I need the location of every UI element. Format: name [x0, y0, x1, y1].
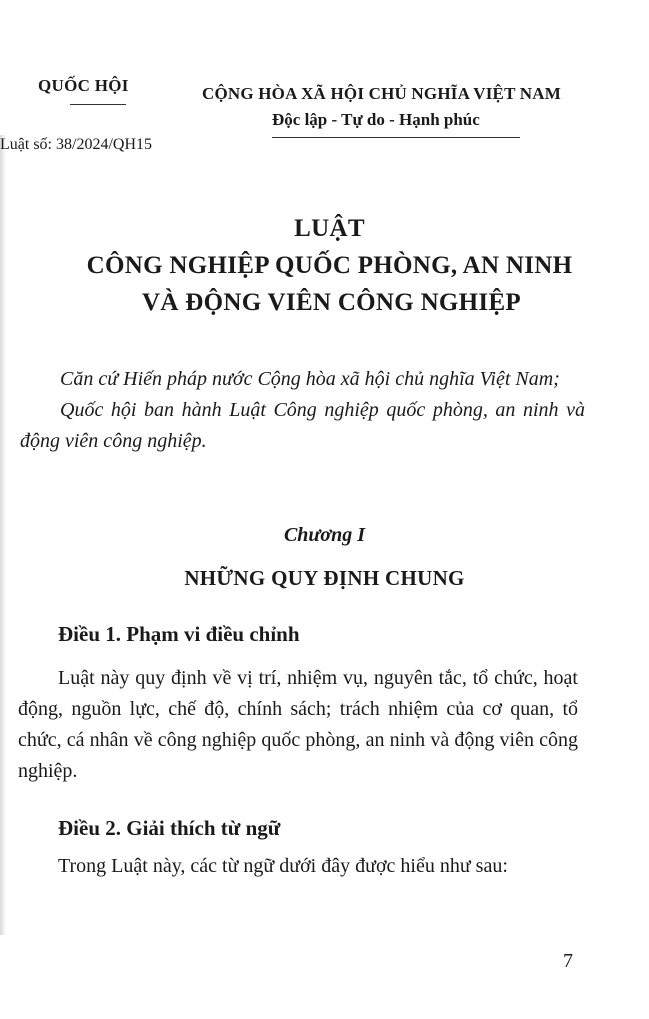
article-2-heading: Điều 2. Giải thích từ ngữ [58, 816, 281, 840]
article-1-heading: Điều 1. Phạm vi điều chỉnh [58, 622, 300, 646]
title-line-1: LUẬT [294, 215, 365, 242]
issuer-name: QUỐC HỘI [38, 76, 129, 95]
article-1-body [18, 663, 578, 787]
preamble-paragraph-2: Quốc hội ban hành Luật Công nghiệp quốc phòng, an ninh và động viên công nghiệp. [20, 399, 585, 452]
page-number: 7 [563, 950, 573, 972]
article-2-body [18, 851, 578, 882]
title-line-3: VÀ ĐỘNG VIÊN CÔNG NGHIỆP [142, 289, 521, 316]
article-2-paragraph: Trong Luật này, các từ ngữ dưới đây được hiểu như sau: [58, 855, 508, 877]
title-line-2: CÔNG NGHIỆP QUỐC PHÒNG, AN NINH [86, 252, 573, 279]
law-number: Luật số: 38/2024/QH15 [0, 136, 152, 153]
article-1-paragraph: Luật này quy định về vị trí, nhiệm vụ, nguyên tắc, tổ chức, hoạt động, nguồn lực, chế độ, chính sách; trách nhiệm của cơ quan, tổ chức, cá nhân về công nghiệp quốc phòng, an ninh và động viên công nghiệp. [18, 667, 578, 782]
preamble-paragraph-1: Căn cứ Hiến pháp nước Cộng hòa xã hội chủ nghĩa Việt Nam; [60, 368, 560, 390]
chapter-title: NHỮNG QUY ĐỊNH CHUNG [184, 566, 465, 590]
document-title [0, 210, 649, 321]
motto-underline [272, 137, 520, 138]
chapter-label: Chương I [283, 524, 366, 546]
issuer-underline [70, 104, 126, 105]
country-name: CỘNG HÒA XÃ HỘI CHỦ NGHĨA VIỆT NAM [202, 84, 561, 103]
national-motto: Độc lập - Tự do - Hạnh phúc [272, 110, 480, 129]
preamble [20, 364, 585, 457]
